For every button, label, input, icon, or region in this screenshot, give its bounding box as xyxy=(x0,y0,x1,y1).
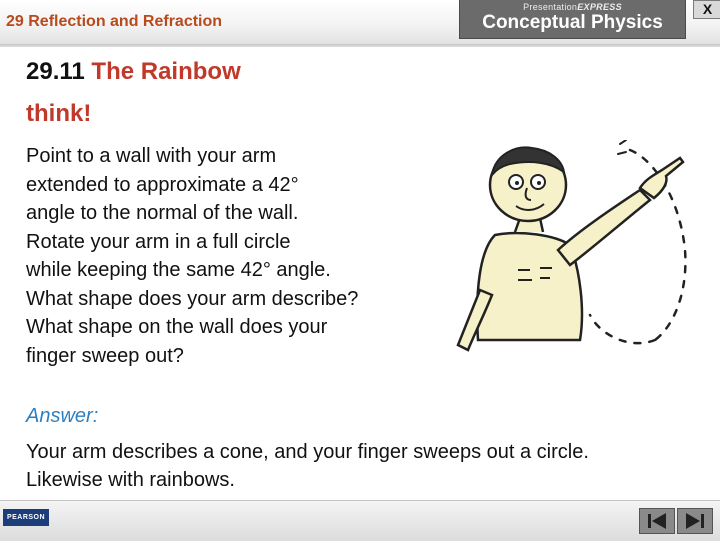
chapter-title: 29 Reflection and Refraction xyxy=(6,13,223,30)
next-slide-icon xyxy=(678,509,712,533)
brand-sub-bold: EXPRESS xyxy=(577,2,622,12)
think-label: think! xyxy=(26,100,92,127)
section-title: The Rainbow xyxy=(91,58,241,85)
question-line: What shape on the wall does your xyxy=(26,316,328,338)
section-number: 29.11 xyxy=(26,58,85,85)
pointing-man-illustration xyxy=(440,140,705,365)
previous-slide-icon xyxy=(640,509,674,533)
previous-slide-button[interactable] xyxy=(639,508,675,534)
answer-line: Likewise with rainbows. xyxy=(26,469,235,491)
close-button[interactable]: X xyxy=(693,0,720,19)
raised-arm xyxy=(558,190,650,265)
next-slide-button[interactable] xyxy=(677,508,713,534)
pointing-hand xyxy=(640,158,683,198)
question-line: What shape does your arm describe? xyxy=(26,287,359,310)
question-line: finger sweep out? xyxy=(26,344,184,367)
pearson-logo: PEARSON xyxy=(3,509,49,526)
question-line: while keeping the same 42° angle. xyxy=(26,259,331,281)
question-line: Point to a wall with your arm xyxy=(26,145,277,167)
motion-ticks xyxy=(618,140,626,154)
question-text xyxy=(26,142,446,370)
brand-title: Conceptual Physics xyxy=(482,12,663,33)
top-bar xyxy=(0,0,720,45)
brand-sub-prefix: Presentation xyxy=(523,2,578,12)
footer-bar xyxy=(0,500,720,541)
question-line: extended to approximate a 42° xyxy=(26,173,299,196)
question-line: Rotate your arm in a full circle xyxy=(26,230,291,253)
answer-text xyxy=(26,438,589,494)
brand-logo xyxy=(459,0,686,39)
slide-title xyxy=(26,58,241,86)
brand-subtitle xyxy=(460,2,685,12)
answer-line: Your arm describes a cone, and your finger sweeps out a circle. xyxy=(26,441,589,463)
question-line: angle to the normal of the wall. xyxy=(26,202,299,224)
header-divider xyxy=(0,45,720,47)
answer-label: Answer: xyxy=(26,405,99,427)
arm-motion-arc xyxy=(590,150,685,343)
